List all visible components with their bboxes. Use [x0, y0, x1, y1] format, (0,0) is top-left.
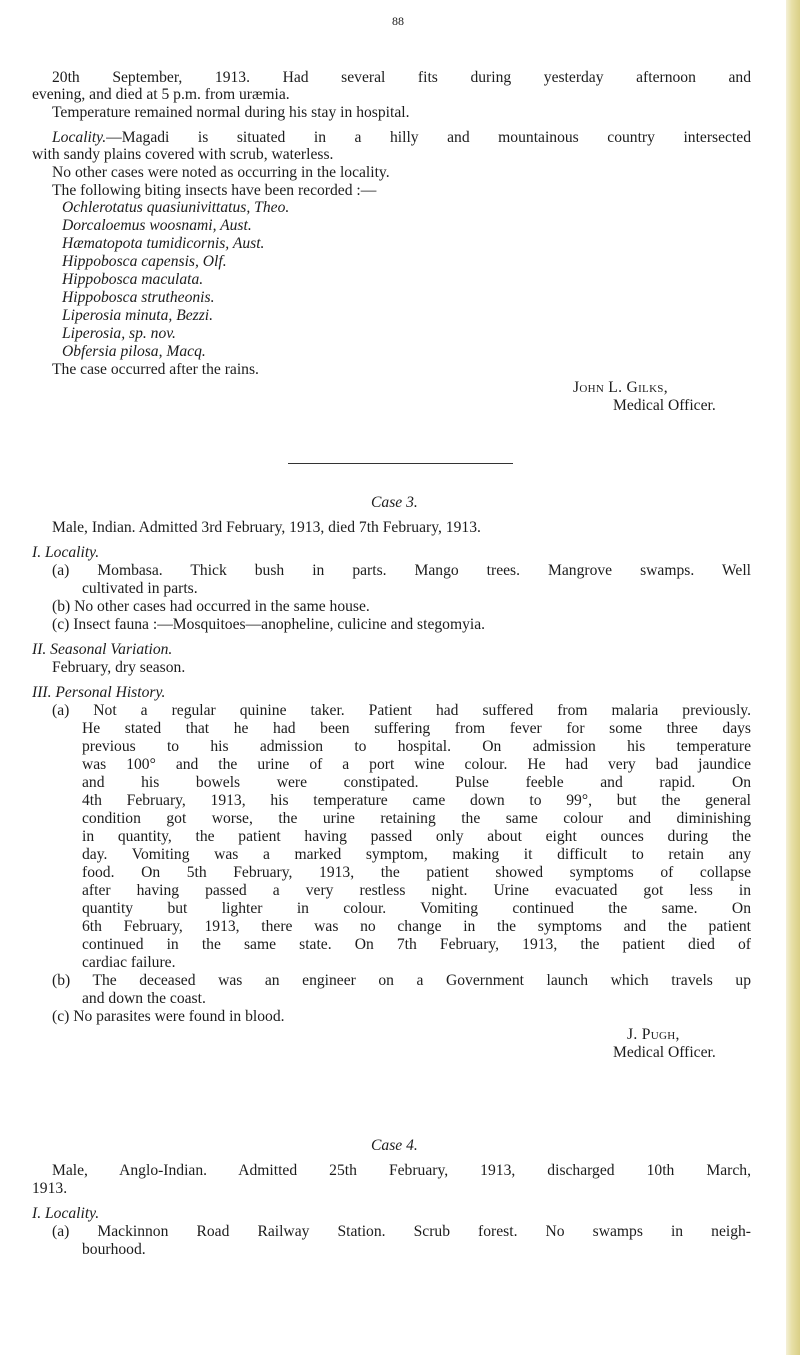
history-line: (a) Not a regular quinine taker. Patient had suffered from malaria previously.	[52, 702, 751, 719]
paragraph-line: (b) No other cases had occurred in the same house.	[52, 598, 370, 615]
paragraph-line: with sandy plains covered with scrub, waterless.	[32, 146, 334, 163]
paragraph-line: (c) Insect fauna :—Mosquitoes—anopheline, culicine and stegomyia.	[52, 616, 486, 633]
section-heading: III. Personal History.	[32, 684, 166, 701]
history-line: and his bowels were constipated. Pulse feeble and rapid. On	[82, 774, 751, 791]
history-line: quantity but lighter in colour. Vomiting continued the same. On	[82, 900, 751, 917]
history-line: 4th February, 1913, his temperature came down to 99°, but the general	[82, 792, 751, 809]
history-line: food. On 5th February, 1913, the patient showed symptoms of collapse	[82, 864, 751, 881]
paragraph-line: The case occurred after the rains.	[52, 361, 259, 378]
case-heading: Case 4.	[371, 1137, 418, 1154]
history-line: was 100° and the urine of a port wine colour. He had very bad jaundice	[82, 756, 751, 773]
history-line: day. Vomiting was a marked symptom, making it difficult to retain any	[82, 846, 751, 863]
insect-item: Ochlerotatus quasiunivittatus, Theo.	[62, 199, 290, 216]
paragraph-line: (c) No parasites were found in blood.	[52, 1008, 285, 1025]
paragraph-line: and down the coast.	[82, 990, 206, 1007]
history-line: continued in the same state. On 7th February, 1913, the patient died of	[82, 936, 751, 953]
paragraph-line: (a) Mackinnon Road Railway Station. Scrub forest. No swamps in neigh-	[52, 1223, 751, 1240]
history-line: in quantity, the patient having passed only about eight ounces during the	[82, 828, 751, 845]
history-line: previous to his admission to hospital. On admission his temperature	[82, 738, 751, 755]
history-line: 6th February, 1913, there was no change in the symptoms and the patient	[82, 918, 751, 935]
paragraph-line: (b) The deceased was an engineer on a Government launch which travels up	[52, 972, 751, 989]
case-heading: Case 3.	[371, 494, 418, 511]
paragraph-line: 20th September, 1913. Had several fits during yesterday afternoon and	[52, 69, 751, 86]
section-divider	[288, 463, 513, 464]
page-edge	[786, 0, 800, 1355]
paragraph-line: February, dry season.	[52, 659, 186, 676]
paragraph-line: evening, and died at 5 p.m. from uræmia.	[32, 86, 290, 103]
paragraph-line: No other cases were noted as occurring in the locality.	[52, 164, 390, 181]
history-line: He stated that he had been suffering from fever for some three days	[82, 720, 751, 737]
case-intro: 1913.	[32, 1180, 68, 1197]
paragraph-line: The following biting insects have been recorded :—	[52, 182, 377, 199]
paragraph-line: Temperature remained normal during his stay in hospital.	[52, 104, 410, 121]
paragraph-line: cultivated in parts.	[82, 580, 198, 597]
insect-item: Liperosia minuta, Bezzi.	[62, 307, 214, 324]
insect-item: Liperosia, sp. nov.	[62, 325, 176, 342]
insect-item: Obfersia pilosa, Macq.	[62, 343, 206, 360]
insect-item: Hippobosca maculata.	[62, 271, 204, 288]
case-intro: Male, Indian. Admitted 3rd February, 1913, died 7th February, 1913.	[52, 519, 481, 536]
section-heading: I. Locality.	[32, 544, 100, 561]
history-line: after having passed a very restless night. Urine evacuated got less in	[82, 882, 751, 899]
paragraph-line: bourhood.	[82, 1241, 146, 1258]
section-heading: I. Locality.	[32, 1205, 100, 1222]
section-heading: II. Seasonal Variation.	[32, 641, 173, 658]
signature-name: John L. Gilks,	[573, 379, 668, 396]
insect-item: Hippobosca capensis, Olf.	[62, 253, 227, 270]
locality-line: Locality.—Magadi is situated in a hilly and mountainous country intersected	[52, 129, 751, 146]
signature-name: J. Pugh,	[627, 1026, 680, 1043]
history-line: cardiac failure.	[82, 954, 176, 971]
insect-item: Dorcaloemus woosnami, Aust.	[62, 217, 252, 234]
signature-title: Medical Officer.	[613, 397, 716, 414]
insect-item: Hæmatopota tumidicornis, Aust.	[62, 235, 265, 252]
paragraph-line: (a) Mombasa. Thick bush in parts. Mango trees. Mangrove swamps. Well	[52, 562, 751, 579]
page-number: 88	[392, 14, 404, 28]
signature-title: Medical Officer.	[613, 1044, 716, 1061]
history-line: condition got worse, the urine retaining the same colour and diminishing	[82, 810, 751, 827]
insect-item: Hippobosca strutheonis.	[62, 289, 215, 306]
case-intro: Male, Anglo-Indian. Admitted 25th February, 1913, discharged 10th March,	[52, 1162, 751, 1179]
